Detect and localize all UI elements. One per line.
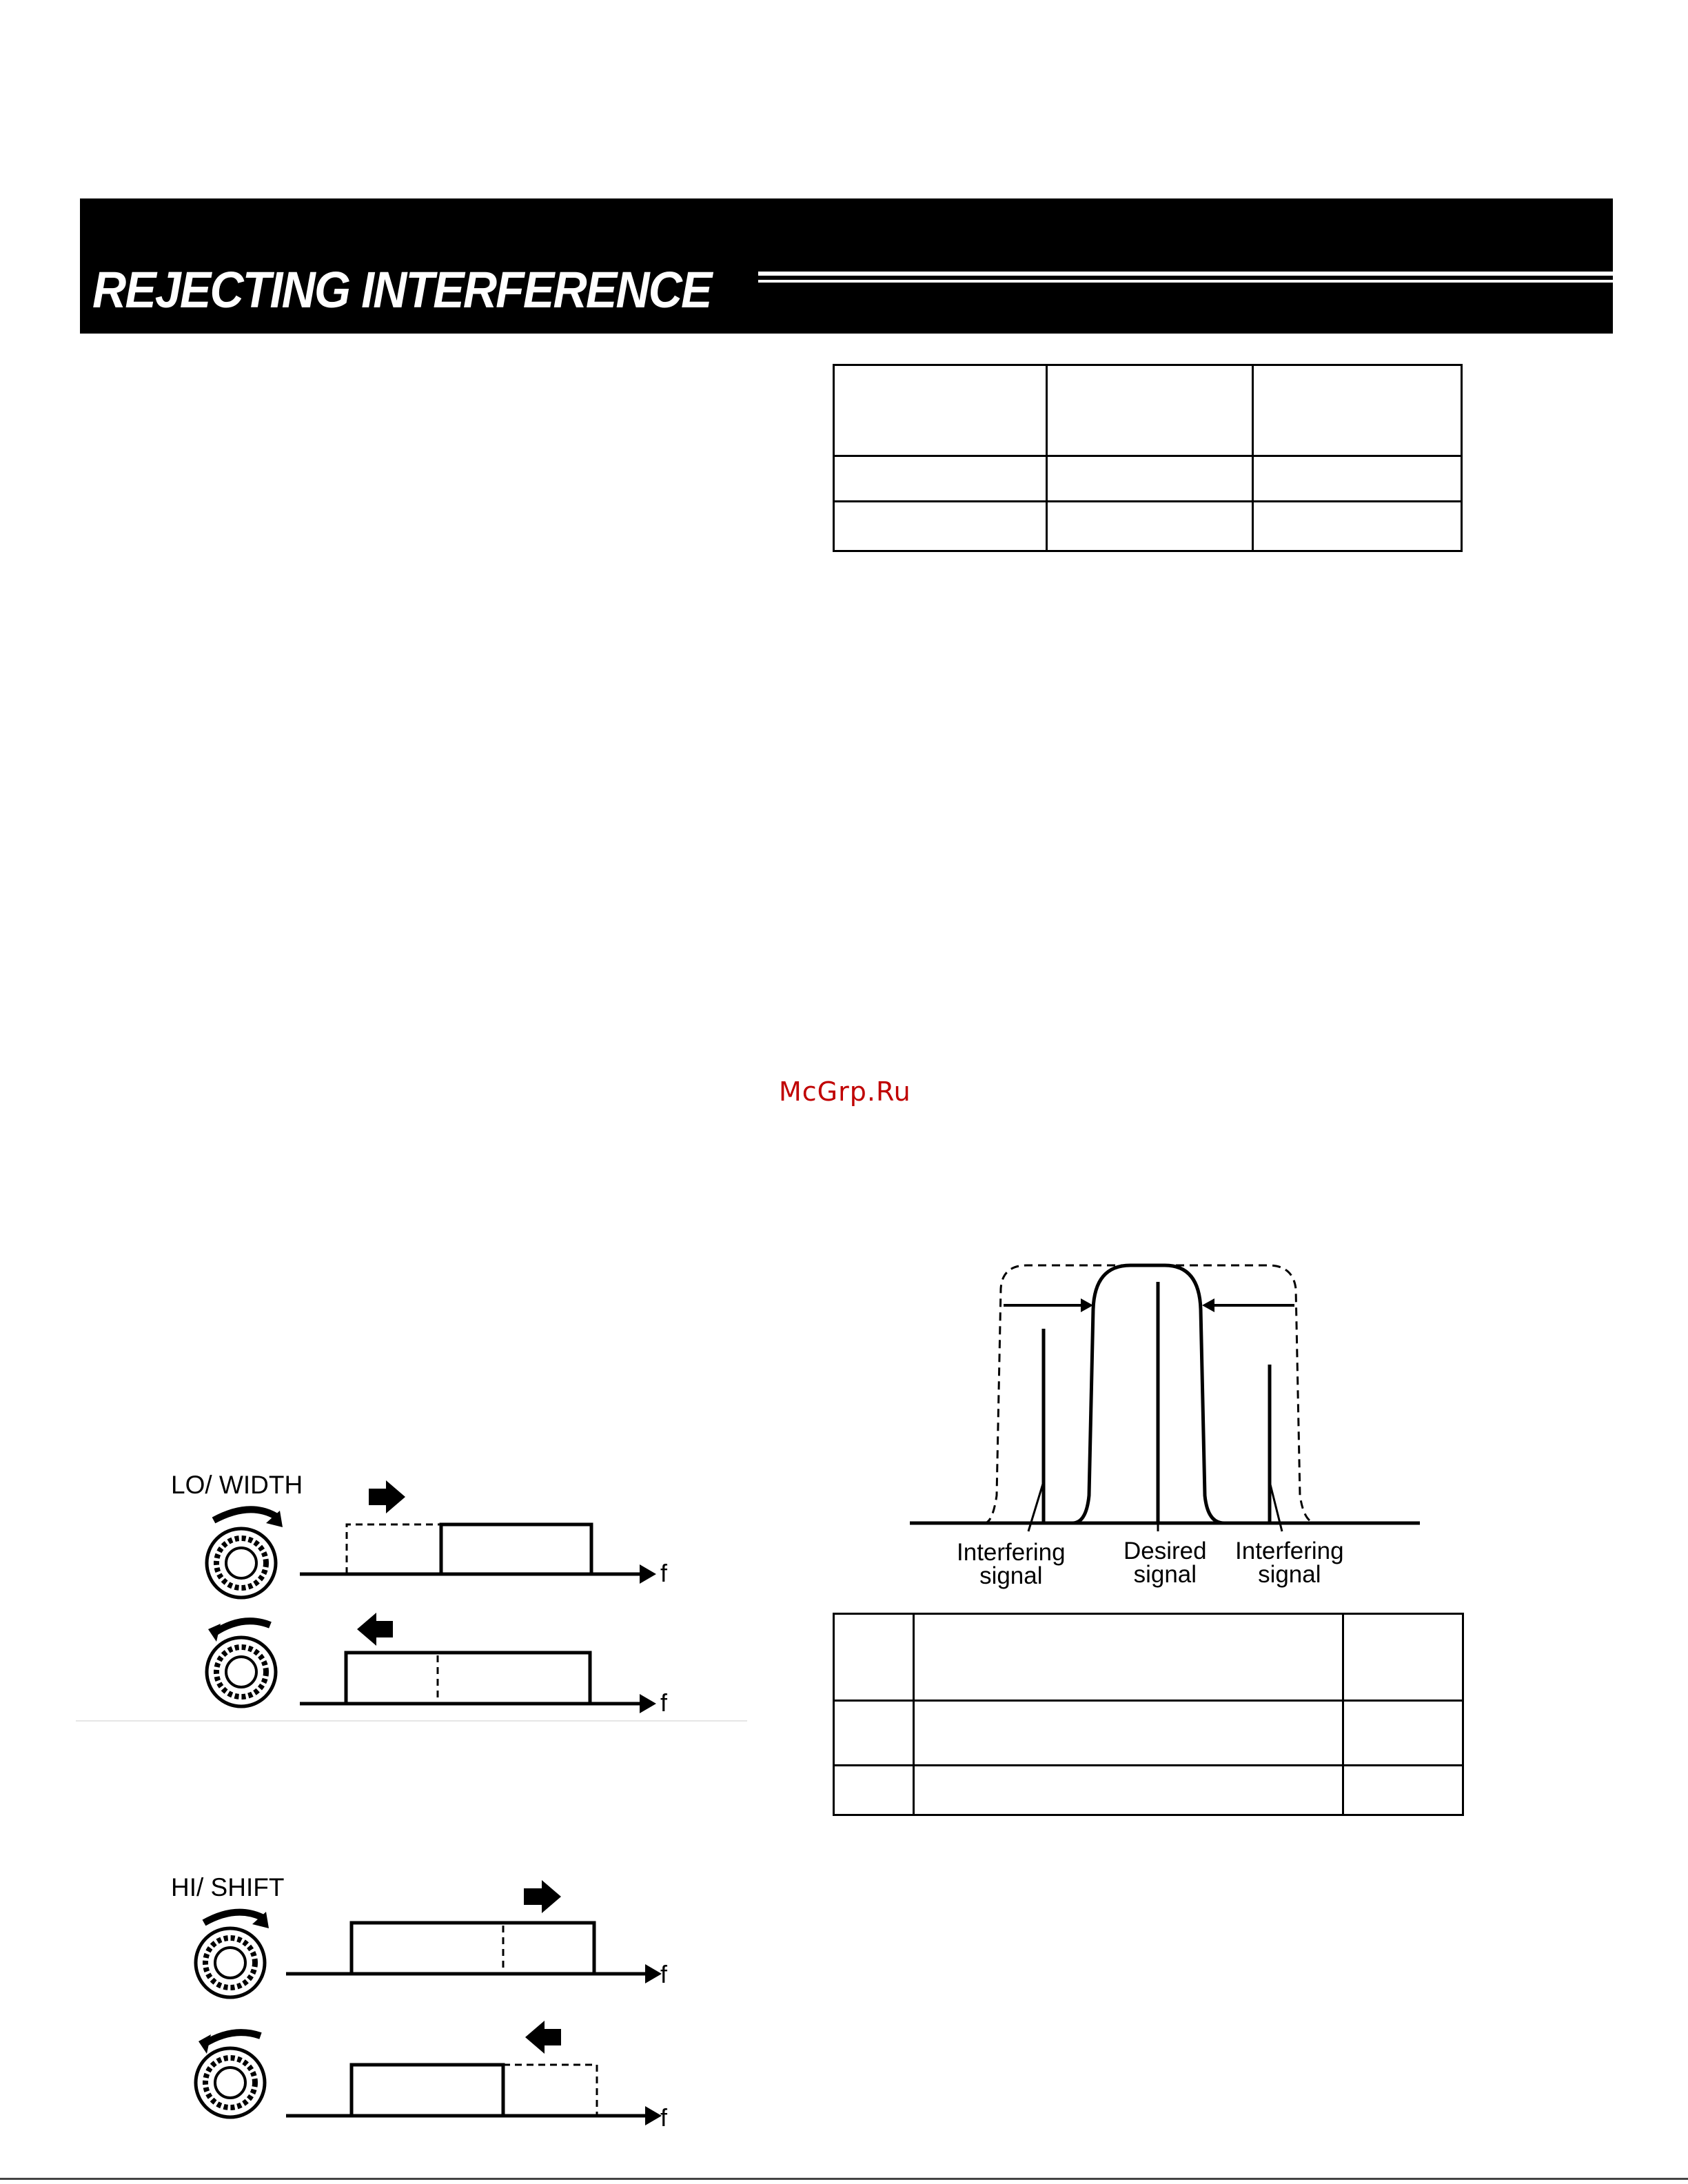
hi-shift-figure — [76, 1861, 758, 2136]
header-rule — [758, 280, 1613, 283]
rotate-counterclockwise-arrow-icon — [214, 1621, 270, 1633]
axis-label-f: f — [660, 1559, 668, 1587]
lo-width-label: LO/ WIDTH — [171, 1471, 303, 1499]
figure-divider — [76, 1720, 747, 1722]
passband-figure — [786, 1234, 1503, 1537]
table-cell — [834, 365, 1047, 456]
right-arrow-icon — [524, 1880, 561, 1913]
table-cell — [1047, 456, 1253, 502]
table-cell — [834, 1766, 914, 1815]
table-cell — [914, 1701, 1343, 1766]
knob-icon — [207, 1529, 276, 1598]
section-title: REJECTING INTERFERENCE — [92, 261, 711, 318]
table-cell — [1343, 1701, 1463, 1766]
desired-signal-label: Desired signal — [1123, 1538, 1207, 1588]
hi-shift-label: HI/ SHIFT — [171, 1873, 285, 1901]
table-cell — [1253, 365, 1462, 456]
rotate-clockwise-arrow-icon — [204, 1912, 262, 1923]
header-rule — [758, 272, 1613, 276]
left-arrow-icon — [357, 1613, 393, 1646]
watermark-text: McGrp.Ru — [779, 1076, 911, 1107]
table-cell — [1343, 1766, 1463, 1815]
table-cell — [914, 1614, 1343, 1701]
interfering-signal-label-right: Interfering signal — [1235, 1538, 1344, 1588]
table-cell — [834, 1614, 914, 1701]
axis-label-f: f — [660, 1960, 668, 1988]
knob-icon — [207, 1637, 276, 1706]
table-cell — [914, 1766, 1343, 1815]
table-cell — [834, 456, 1047, 502]
table-cell — [1047, 365, 1253, 456]
right-arrow-icon — [369, 1480, 405, 1513]
knob-icon — [196, 1928, 265, 1997]
rotate-clockwise-arrow-icon — [214, 1509, 276, 1520]
table-cell — [1253, 456, 1462, 502]
knob-icon — [196, 2048, 265, 2117]
lo-width-figure — [76, 1461, 758, 1723]
table-cell — [1253, 502, 1462, 551]
rotate-counterclockwise-arrow-icon — [204, 2032, 261, 2044]
interfering-signal-label-left: Interfering signal — [957, 1539, 1066, 1589]
footer-rule — [0, 2178, 1688, 2180]
table-cell — [834, 502, 1047, 551]
axis-label-f: f — [660, 1688, 668, 1717]
bottom-table — [833, 1613, 1464, 1816]
table-cell — [834, 1701, 914, 1766]
left-arrow-icon — [525, 2021, 561, 2054]
top-table — [833, 364, 1463, 552]
axis-label-f: f — [660, 2103, 668, 2132]
table-cell — [1343, 1614, 1463, 1701]
table-cell — [1047, 502, 1253, 551]
